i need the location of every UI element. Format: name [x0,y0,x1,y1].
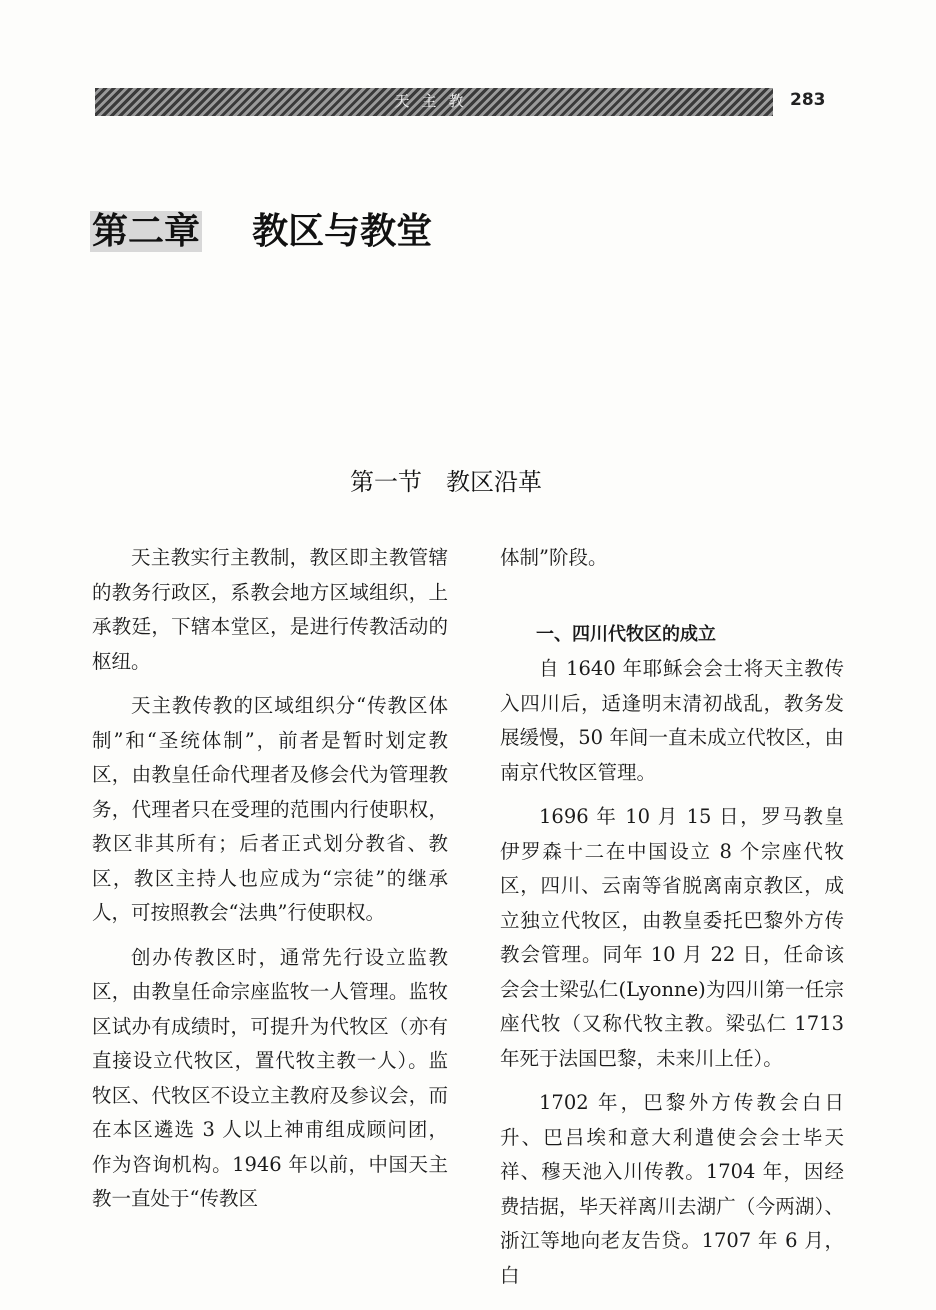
page-number: 283 [790,90,826,110]
paragraph: 创办传教区时，通常先行设立监教区，由教皇任命宗座监牧一人管理。监牧区试办有成绩时，可提升为代牧区（亦有直接设立代牧区，置代牧主教一人）。监牧区、代牧区不设立主教府及参议会，而在本区遴选 3 人以上神甫组成顾问团，作为咨询机构。1946 年以前，中国天主教一直处于“传教区 [92,945,448,1210]
chapter-title [90,203,432,254]
subsection-heading: 一、四川代牧区的成立 [536,623,716,645]
left-column [92,541,448,1217]
paragraph: 天主教实行主教制，教区即主教管辖的教务行政区，系教会地方区域组织，上承教廷，下辖本堂区，是进行传教活动的枢纽。 [92,546,448,673]
paragraph: 1696 年 10 月 15 日，罗马教皇伊罗森十二在中国设立 8 个宗座代牧区，四川、云南等省脱离南京教区，成立独立代牧区，由教皇委托巴黎外方传教会管理。同年 10 月 22 日，任命该会会士梁弘仁(Lyonne)为四川第一任宗座代牧（又称代牧主教。梁弘仁 1713 年死于法国巴黎，未来川上任）。 [500,805,844,1070]
section-title: 第一节 教区沿革 [350,468,542,496]
running-title: 天主教 [394,92,476,110]
paragraph-continuation: 体制”阶段。 [500,546,608,569]
chapter-name: 教区与教堂 [252,211,433,252]
chapter-number: 第二章 [92,211,201,252]
right-column [500,541,844,1293]
paragraph: 天主教传教的区域组织分“传教区体制”和“圣统体制”，前者是暂时划定教区，由教皇任命代理者及修会代为管理教务，代理者只在受理的范围内行使职权，教区非其所有；后者正式划分教省、教区，教区主持人也应成为“宗徒”的继承人，可按照教会“法典”行使职权。 [92,694,448,924]
paragraph: 自 1640 年耶稣会会士将天主教传入四川后，适逢明末清初战乱，教务发展缓慢，50 年间一直未成立代牧区，由南京代牧区管理。 [500,657,844,784]
paragraph: 1702 年，巴黎外方传教会白日升、巴吕埃和意大利遣使会会士毕天祥、穆天池入川传教。1704 年，因经费拮据，毕天祥离川去湖广（今两湖）、浙江等地向老友告贷。1707 年 6 月，白 [500,1091,844,1287]
